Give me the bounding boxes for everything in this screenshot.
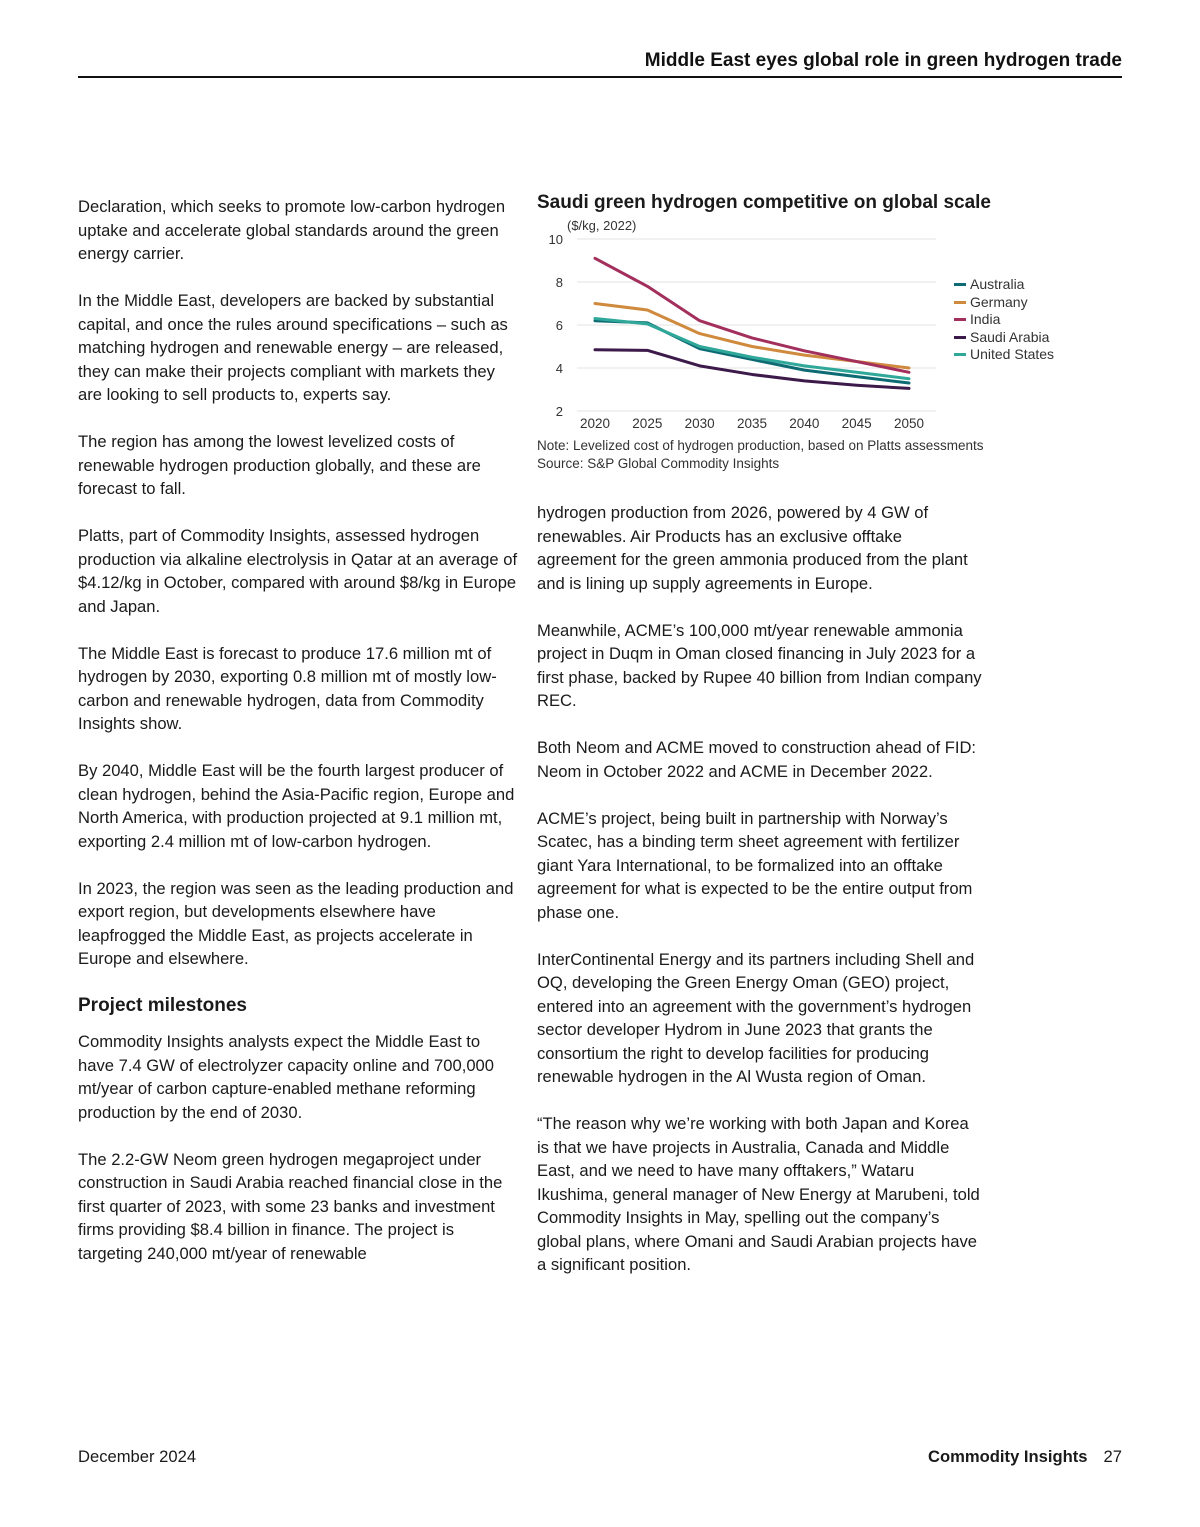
paragraph: Meanwhile, ACME’s 100,000 mt/year renewable ammonia project in Duqm in Oman closed financing in July 2023 for a first phase, backed by Rupee 40 billion from Indian company REC. bbox=[537, 620, 982, 710]
paragraph: The region has among the lowest levelized costs of renewable hydrogen production globally, and these are forecast to fall. bbox=[78, 432, 481, 498]
legend-swatch bbox=[954, 283, 966, 286]
x-tick-label: 2020 bbox=[579, 416, 611, 431]
series-line-united-states bbox=[595, 319, 909, 379]
paragraph: The Middle East is forecast to produce 17.6 million mt of hydrogen by 2030, exporting 0.8 million mt of mostly low-carbon and renewable hydrogen, data from Commodity Insights show. bbox=[78, 643, 497, 733]
paragraph: Both Neom and ACME moved to construction ahead of FID: Neom in October 2022 and ACME in December 2022. bbox=[537, 738, 977, 781]
x-tick-label: 2035 bbox=[736, 416, 768, 431]
page-number: 27 bbox=[1103, 1447, 1122, 1466]
legend-swatch bbox=[954, 336, 966, 339]
legend-item bbox=[954, 276, 1054, 294]
paragraph: hydrogen production from 2026, powered by 4 GW of renewables. Air Products has an exclusive offtake agreement for the green ammonia produced from the plant and is lining up supply agreements in Europe. bbox=[537, 503, 968, 593]
legend-item bbox=[954, 294, 1054, 312]
chart-block bbox=[537, 192, 1077, 482]
footer-right bbox=[928, 1447, 1122, 1467]
x-tick-label: 2045 bbox=[841, 416, 872, 431]
legend-label: Saudi Arabia bbox=[970, 328, 1050, 345]
legend-item bbox=[954, 346, 1054, 364]
paragraph: ACME’s project, being built in partnership with Norway’s Scatec, has a binding term sheet agreement with fertilizer giant Yara International, to be formalized into an offtake agreement for what is expected to be the entire output from phase one. bbox=[537, 808, 973, 922]
x-tick-label: 2050 bbox=[893, 416, 925, 431]
series-line-saudi-arabia bbox=[595, 350, 909, 389]
left-column bbox=[78, 195, 518, 1289]
page-header bbox=[78, 46, 1122, 78]
series-line-india bbox=[595, 258, 909, 372]
legend-label: Australia bbox=[970, 276, 1025, 292]
right-column bbox=[537, 501, 982, 1300]
x-tick-label: 2030 bbox=[684, 416, 715, 431]
y-tick-label: 2 bbox=[555, 404, 563, 419]
paragraph: By 2040, Middle East will be the fourth largest producer of clean hydrogen, behind the Asia-Pacific region, Europe and North America, with production projected at 9.1 million mt, exporting 2.4 million mt of low-carbon hydrogen. bbox=[78, 761, 515, 851]
y-tick-label: 8 bbox=[555, 275, 563, 290]
chart-source: Source: S&P Global Commodity Insights bbox=[537, 456, 780, 471]
legend-label: India bbox=[970, 311, 1001, 327]
y-tick-label: 4 bbox=[555, 361, 563, 376]
legend-item bbox=[954, 329, 1054, 347]
x-tick-label: 2025 bbox=[632, 416, 663, 431]
legend-swatch bbox=[954, 353, 966, 356]
paragraph: “The reason why we’re working with both Japan and Korea is that we have projects in Australia, Canada and Middle East, and we need to have many offtakers,” Wataru Ikushima, general manager of New Energy at Marubeni, told Commodity Insights in May, spelling out the company’s global plans, where Omani and Saudi Arabian projects have a significant position. bbox=[537, 1114, 980, 1274]
paragraph: Declaration, which seeks to promote low-carbon hydrogen uptake and accelerate global standards around the green energy carrier. bbox=[78, 197, 506, 263]
paragraph: In 2023, the region was seen as the leading production and export region, but developments elsewhere have leapfrogged the Middle East, as projects accelerate in Europe and elsewhere. bbox=[78, 878, 514, 968]
x-tick-label: 2040 bbox=[789, 416, 820, 431]
footer-date: December 2024 bbox=[78, 1447, 197, 1466]
chart-legend bbox=[954, 276, 1054, 364]
legend-item bbox=[954, 311, 1054, 329]
legend-label: United States bbox=[970, 346, 1055, 362]
paragraph: Commodity Insights analysts expect the Middle East to have 7.4 GW of electrolyzer capacity online and 700,000 mt/year of carbon capture-enabled methane reforming production by the end of 2030. bbox=[78, 1032, 495, 1122]
paragraph: InterContinental Energy and its partners including Shell and OQ, developing the Green Energy Oman (GEO) project, entered into an agreement with the government’s hydrogen sector developer Hydrom in June 2023 that grants the consortium the right to develop facilities for producing renewable hydrogen in the Al Wusta region of Oman. bbox=[537, 949, 975, 1086]
chart-y-unit-label: ($/kg, 2022) bbox=[567, 218, 637, 233]
y-tick-label: 6 bbox=[555, 318, 563, 333]
legend-label: Germany bbox=[970, 293, 1028, 310]
legend-swatch bbox=[954, 318, 966, 321]
header-title: Middle East eyes global role in green hydrogen trade bbox=[644, 50, 1122, 71]
paragraph: In the Middle East, developers are backed by substantial capital, and once the rules around specifications – such as matching hydrogen and renewable energy – are released, they can make their projects compliant with markets they are looking to sell products to, experts say. bbox=[78, 291, 508, 404]
legend-swatch bbox=[954, 301, 966, 304]
paragraph: The 2.2-GW Neom green hydrogen megaproject under construction in Saudi Arabia reached financial close in the first quarter of 2023, with some 23 banks and investment firms providing $8.4 billion in finance. The project is targeting 240,000 mt/year of renewable bbox=[78, 1149, 503, 1263]
chart-title: Saudi green hydrogen competitive on global scale bbox=[537, 192, 991, 213]
paragraph: Platts, part of Commodity Insights, assessed hydrogen production via alkaline electrolysis in Qatar at an average of $4.12/kg in October, compared with around $8/kg in Europe and Japan. bbox=[78, 526, 518, 616]
y-tick-label: 10 bbox=[548, 232, 563, 247]
chart-notes bbox=[537, 437, 984, 473]
footer-brand: Commodity Insights bbox=[928, 1447, 1088, 1466]
chart-note: Note: Levelized cost of hydrogen production, based on Platts assessments bbox=[537, 438, 984, 453]
section-heading: Project milestones bbox=[78, 995, 247, 1016]
